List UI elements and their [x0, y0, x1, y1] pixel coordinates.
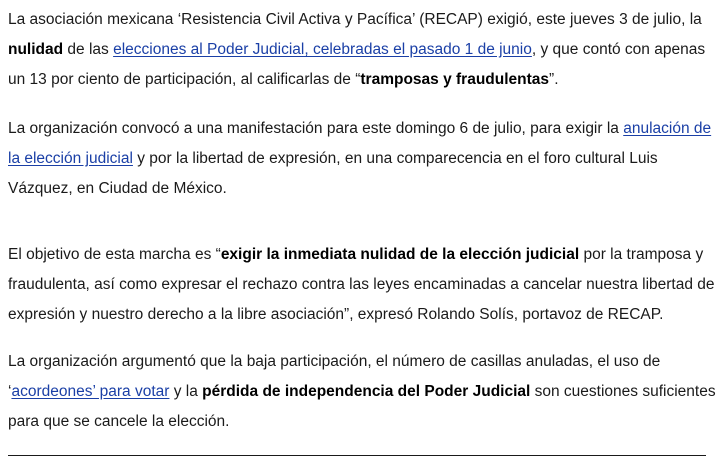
p4-text-2: y la	[169, 383, 203, 400]
p3-text-2: por la tramposa y fraudulenta, así como expresar el rechazo contra las leyes encaminadas a cancelar nuestra libertad de expresión y nuestro derecho a la libre asociación”, expresó Rolando Solís, portavoz de RECAP.	[8, 246, 715, 323]
p3-text-1: El objetivo de esta marcha es “	[8, 246, 221, 263]
p1-text-4: ”.	[549, 71, 559, 88]
p3-bold-exigir: exigir la inmediata nulidad de la elección judicial	[220, 246, 580, 263]
p1-bold-tramposas: tramposas y fraudulentas	[360, 71, 550, 88]
link-elecciones-poder-judicial[interactable]: elecciones al Poder Judicial, celebradas el pasado 1 de junio	[113, 41, 532, 58]
link-anulacion-eleccion[interactable]: anulación de la elección judicial	[8, 120, 712, 167]
p4-bold-perdida: pérdida de independencia del Poder Judicial	[202, 383, 531, 400]
paragraph-2	[8, 114, 720, 204]
bottom-divider	[8, 455, 706, 456]
p1-text-3: , y que contó con apenas un 13 por ciento de participación, al calificarlas de “	[8, 41, 706, 88]
link-acordeones[interactable]: acordeones’ para votar	[11, 383, 170, 400]
p2-text-1: La organización convocó a una manifestación para este domingo 6 de julio, para exigir la	[8, 120, 624, 137]
paragraph-3	[8, 240, 720, 330]
p1-text-1: La asociación mexicana ‘Resistencia Civil Activa y Pacífica’ (RECAP) exigió, este jueves 3 de julio, la	[8, 11, 702, 28]
paragraph-4	[8, 347, 720, 437]
p1-text-2: de las	[63, 41, 114, 58]
p2-text-2: y por la libertad de expresión, en una comparecencia en el foro cultural Luis Vázquez, en Ciudad de México.	[8, 150, 658, 197]
p1-bold-nulidad: nulidad	[8, 41, 64, 58]
paragraph-1	[8, 5, 720, 95]
p4-text-1: La organización argumentó que la baja participación, el número de casillas anuladas, el uso de ‘	[8, 353, 661, 400]
p4-text-3: son cuestiones suficientes para que se cancele la elección.	[8, 383, 716, 430]
